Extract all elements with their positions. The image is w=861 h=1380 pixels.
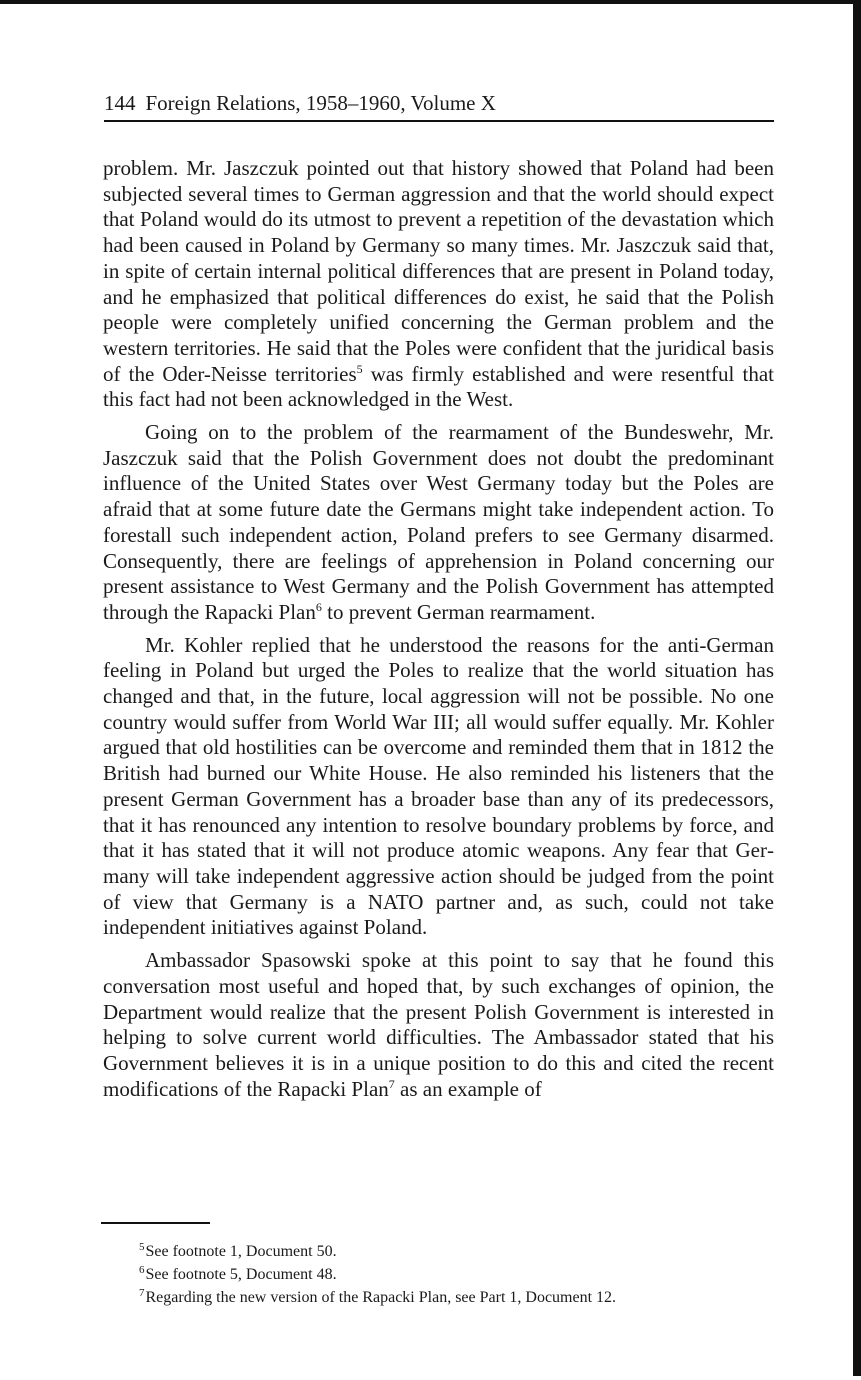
footnote-separator xyxy=(101,1222,210,1224)
paragraph-text: Mr. Kohler replied that he understood the reasons for the anti-German feeling in Poland but urged the Poles to realize that the world situation has changed and that, in the future, local aggression will not be possible. No one country would suffer from World War III; all would suffer equally. Mr. Kohler argued that old hostilities can be overcome and reminded them that in 1812 the British had burned our White House. He also reminded his listeners that the present German Government has a broader base than any of its predecessors, that it has renounced any intention to resolve boundary problems by force, and that it has stated that it will not produce atomic weapons. Any fear that Germany will take independent aggressive action should be judged from the point of view that Germany is a NATO partner and, as such, could not take independent initiatives against Poland. xyxy=(103,632,774,940)
paragraph xyxy=(103,156,774,413)
footnote-text: Regarding the new version of the Rapacki Plan, see Part 1, Document 12. xyxy=(145,1289,617,1306)
footnotes xyxy=(139,1240,779,1309)
footnote xyxy=(139,1240,779,1263)
footnote xyxy=(139,1286,779,1309)
footnote-text: See footnote 1, Document 50. xyxy=(145,1243,337,1260)
footnote-number: 6 xyxy=(139,1264,145,1276)
paragraph-text: to prevent German rearmament. xyxy=(321,599,596,624)
footnote-reference: 7 xyxy=(388,1076,395,1091)
paragraph-text: was firmly established and were resentful that this fact had not been acknowledged in the West. xyxy=(103,361,774,412)
footnote-number: 7 xyxy=(139,1287,145,1299)
running-title: Foreign Relations, 1958–1960, Volume X xyxy=(145,91,496,115)
paragraph xyxy=(103,633,774,941)
footnote xyxy=(139,1263,779,1286)
running-header xyxy=(104,88,774,122)
footnote-text: See footnote 5, Document 48. xyxy=(145,1266,337,1283)
paragraph-text: as an example of xyxy=(394,1076,542,1101)
body-text xyxy=(103,156,774,1109)
page-number: 144 xyxy=(104,91,136,115)
footnote-reference: 6 xyxy=(315,599,322,614)
paragraph-text: problem. Mr. Jaszczuk pointed out that history showed that Poland had been subjected several times to German aggression and that the world should expect that Poland would do its utmost to prevent a repetition of the devastation which had been caused in Poland by Germany so many times. Mr. Jaszczuk said that, in spite of certain internal political differences that are present in Poland today, and he emphasized that political differences do exist, he said that the Polish people were completely unified concerning the German problem and the western territories. He said that the Poles were confident that the juridical basis of the Oder-Neisse territories xyxy=(103,156,774,386)
footnote-number: 5 xyxy=(139,1241,145,1253)
paragraph-text: Going on to the problem of the rearmament of the Bundeswehr, Mr. Jaszczuk said that the Polish Government does not doubt the predominant influence of the United States over West Germany today but the Poles are afraid that at some future date the Germans might take independent action. To forestall such independent action, Poland prefers to see Germany disarmed. Consequently, there are feelings of apprehension in Poland concerning our present assistance to West Germany and the Polish Government has attempted through the Rapacki Plan xyxy=(103,420,774,624)
paragraph xyxy=(103,420,774,626)
footnote-reference: 5 xyxy=(356,361,363,376)
paragraph-text: Ambassador Spasowski spoke at this point to say that he found this conversation most useful and hoped that, by such exchanges of opinion, the Department would realize that the present Polish Government is interested in helping to solve current world difficulties. The Ambassador stated that his Government believes it is in a unique position to do this and cited the recent modifications of the Rapacki Plan xyxy=(103,948,774,1101)
paragraph xyxy=(103,948,774,1102)
